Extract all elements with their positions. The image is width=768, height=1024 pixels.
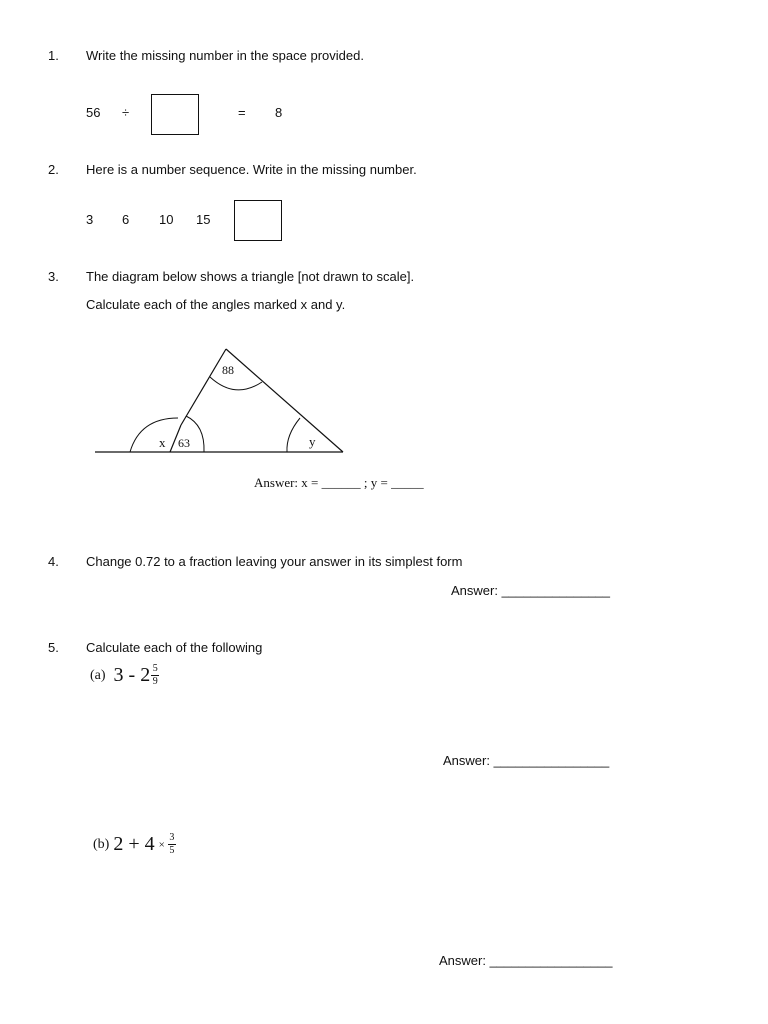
q5b-expr: 2 + 4 — [113, 833, 155, 855]
q5a-answer-line[interactable]: Answer: ________________ — [443, 753, 610, 768]
question-1-number: 1. — [48, 48, 59, 63]
q5a-denominator: 9 — [152, 676, 158, 687]
q3-answer-line[interactable]: Answer: x = ______ ; y = _____ — [254, 475, 424, 490]
angle-y-label: y — [309, 434, 316, 449]
sequence-term-2: 6 — [122, 212, 130, 227]
question-3-subtext: Calculate each of the angles marked x and y. — [86, 297, 346, 312]
angle-88-label: 88 — [222, 363, 234, 377]
question-4-text: Change 0.72 to a fraction leaving your answer in its simplest form — [86, 554, 463, 569]
question-3-number: 3. — [48, 269, 59, 284]
angle-88-arc — [210, 377, 262, 390]
q1-divide-sign: ÷ — [122, 105, 130, 120]
q5a-whole: 3 - 2 — [113, 664, 151, 686]
angle-63-label: 63 — [178, 436, 190, 450]
angle-x-arc — [130, 418, 178, 452]
q1-equals-sign: = — [238, 105, 246, 120]
q5b-fraction — [168, 833, 176, 856]
question-2-number: 2. — [48, 162, 59, 177]
question-4-number: 4. — [48, 554, 59, 569]
triangle-left-side — [181, 349, 226, 425]
q5b-times-sign: × — [158, 838, 165, 851]
q5b-answer-line[interactable]: Answer: _________________ — [439, 953, 613, 968]
angle-x-label: x — [159, 435, 166, 450]
sequence-term-1: 3 — [86, 212, 94, 227]
triangle-right-side — [226, 349, 343, 452]
sequence-term-3: 10 — [159, 212, 174, 227]
sequence-term-4: 15 — [196, 212, 211, 227]
q5b-label: (b) — [93, 836, 110, 852]
q5b-expression — [93, 833, 176, 856]
question-3-text: The diagram below shows a triangle [not drawn to scale]. — [86, 269, 415, 284]
q5a-label: (a) — [90, 667, 106, 683]
question-1-text: Write the missing number in the space provided. — [86, 48, 364, 63]
q1-result: 8 — [275, 105, 283, 120]
q5a-expression — [90, 664, 159, 687]
q5b-denominator: 5 — [169, 845, 175, 856]
question-5-number: 5. — [48, 640, 59, 655]
q5b-numerator: 3 — [169, 832, 175, 843]
q5a-fraction — [151, 664, 159, 687]
q1-dividend: 56 — [86, 105, 101, 120]
q5a-numerator: 5 — [152, 663, 158, 674]
question-5-text: Calculate each of the following — [86, 640, 263, 655]
q4-answer-line[interactable]: Answer: _______________ — [451, 583, 611, 598]
angle-y-arc — [287, 418, 300, 452]
question-2-text: Here is a number sequence. Write in the missing number. — [86, 162, 417, 177]
